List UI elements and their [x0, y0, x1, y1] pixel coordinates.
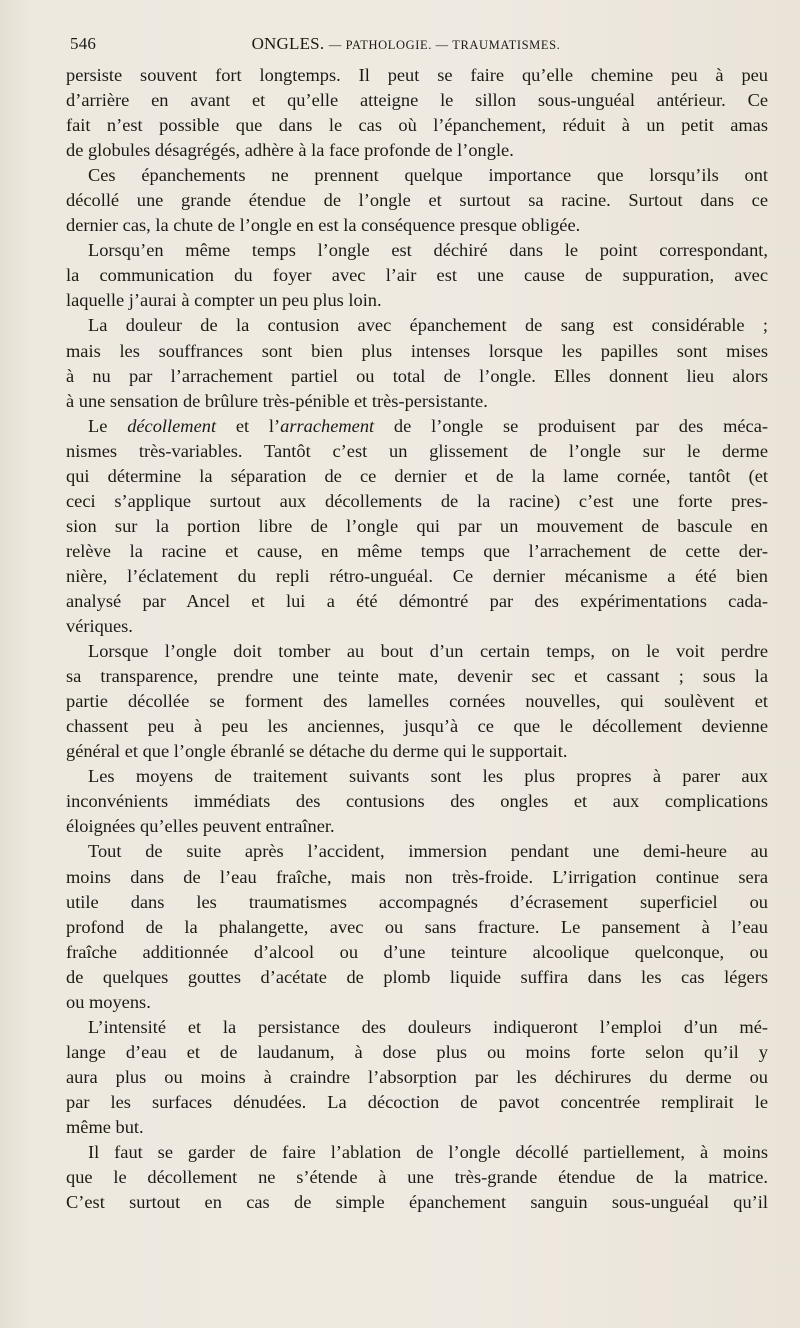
text-line: chassent peu à peu les anciennes, jusqu’à ce que le décollement devienne	[66, 716, 768, 737]
text-line: vériques.	[66, 616, 133, 637]
text-line: à nu par l’arrachement partiel ou total de l’ongle. Elles donnent lieu alors	[66, 365, 768, 386]
text-line: qui détermine la séparation de ce dernier et de la lame cornée, tantôt (et	[66, 465, 768, 486]
text-line: persiste souvent fort longtemps. Il peut se faire qu’elle chemine peu à peu	[66, 65, 768, 85]
text-line: Il faut se garder de faire l’ablation de l’ongle décollé partiellement, à moins	[88, 1142, 768, 1163]
text-line: ou moyens.	[66, 991, 151, 1012]
text-line: Ces épanchements ne prennent quelque importance que lorsqu’ils ont	[88, 165, 768, 186]
text-line: Les moyens de traitement suivants sont les plus propres à parer aux	[88, 766, 768, 787]
text-line: d’arrière en avant et qu’elle atteigne le sillon sous-unguéal antérieur. Ce	[66, 90, 768, 111]
text-line: dernier cas, la chute de l’ongle en est la conséquence presque obligée.	[66, 215, 581, 236]
text-line: relève la racine et cause, en même temps que l’arrachement de cette der-	[66, 540, 768, 561]
running-title-sub: — PATHOLOGIE. — TRAUMATISMES.	[328, 38, 561, 52]
running-header	[70, 34, 742, 58]
text-line: nismes très-variables. Tantôt c’est un glissement de l’ongle sur le derme	[66, 440, 768, 461]
text-line: aura plus ou moins à craindre l’absorption par les déchirures du derme ou	[66, 1066, 768, 1087]
text-line: la communication du foyer avec l’air est une cause de suppuration, avec	[66, 265, 768, 286]
text-line: L’intensité et la persistance des douleurs indiqueront l’emploi d’un mé-	[88, 1016, 768, 1037]
page-number: 546	[70, 34, 97, 53]
text-line: Lorsque l’ongle doit tomber au bout d’un certain temps, on le voit perdre	[88, 641, 768, 662]
text-line: utile dans les traumatismes accompagnés d’écrasement superficiel ou	[66, 891, 768, 912]
text-line: La douleur de la contusion avec épanchement de sang est considérable ;	[88, 315, 768, 336]
text-line: par les surfaces dénudées. La décoction de pavot concentrée remplirait le	[66, 1091, 768, 1112]
text-line: même but.	[66, 1116, 144, 1137]
text-line: inconvénients immédiats des contusions des ongles et aux complications	[66, 791, 768, 812]
text-segment: Le	[88, 415, 128, 436]
text-line: décollé une grande étendue de l’ongle et surtout sa racine. Surtout dans ce	[66, 190, 768, 211]
text-line: fait n’est possible que dans le cas où l’épanchement, réduit à un petit amas	[66, 115, 768, 136]
text-line: mais les souffrances sont bien plus intenses lorsque les papilles sont mises	[66, 340, 768, 361]
text-line: sion sur la portion libre de l’ongle qui par un mouvement de bascule en	[66, 515, 768, 536]
running-title	[70, 34, 742, 54]
text-line: profond de la phalangette, avec ou sans fracture. Le pansement à l’eau	[66, 916, 768, 937]
text-line: de globules désagrégés, adhère à la face profonde de l’ongle.	[66, 140, 514, 161]
text-line: éloignées qu’elles peuvent entraîner.	[66, 816, 335, 837]
text-segment: de l’ongle se produisent par des méca-	[374, 415, 769, 436]
text-line: Lorsqu’en même temps l’ongle est déchiré dans le point correspondant,	[88, 240, 768, 261]
text-line: laquelle j’aurai à compter un peu plus loin.	[66, 290, 382, 311]
text-line: ceci s’applique surtout aux décollements de la racine) c’est une forte pres-	[66, 490, 768, 511]
body-text	[66, 63, 768, 1215]
italic-term: arrachement	[280, 415, 375, 436]
text-segment: et l’	[216, 415, 281, 436]
text-line: moins dans de l’eau fraîche, mais non très-froide. L’irrigation continue sera	[66, 866, 768, 887]
text-line: Tout de suite après l’accident, immersion pendant une demi-heure au	[88, 841, 768, 862]
text-line: sa transparence, prendre une teinte mate, devenir sec et cassant ; sous la	[66, 666, 768, 687]
text-line: que le décollement ne s’étende à une très-grande étendue de la matrice.	[66, 1167, 768, 1188]
text-line: à une sensation de brûlure très-pénible et très-persistante.	[66, 390, 488, 411]
text-line: général et que l’ongle ébranlé se détache du derme qui le supportait.	[66, 741, 568, 762]
text-line: partie décollée se forment des lamelles cornées nouvelles, qui soulèvent et	[66, 691, 768, 712]
text-line: fraîche additionnée d’alcool ou d’une teinture alcoolique quelconque, ou	[66, 941, 768, 962]
italic-term: décollement	[127, 415, 217, 436]
text-line	[66, 414, 768, 439]
running-title-main: ONGLES.	[251, 34, 325, 53]
text-line: C’est surtout en cas de simple épanchement sanguin sous-unguéal qu’il	[66, 1192, 768, 1213]
text-line: de quelques gouttes d’acétate de plomb liquide suffira dans les cas légers	[66, 966, 768, 987]
text-line: nière, l’éclatement du repli rétro-unguéal. Ce dernier mécanisme a été bien	[66, 565, 768, 586]
text-line: lange d’eau et de laudanum, à dose plus ou moins forte selon qu’il y	[66, 1041, 768, 1062]
text-line: analysé par Ancel et lui a été démontré par des expérimentations cada-	[66, 590, 768, 611]
